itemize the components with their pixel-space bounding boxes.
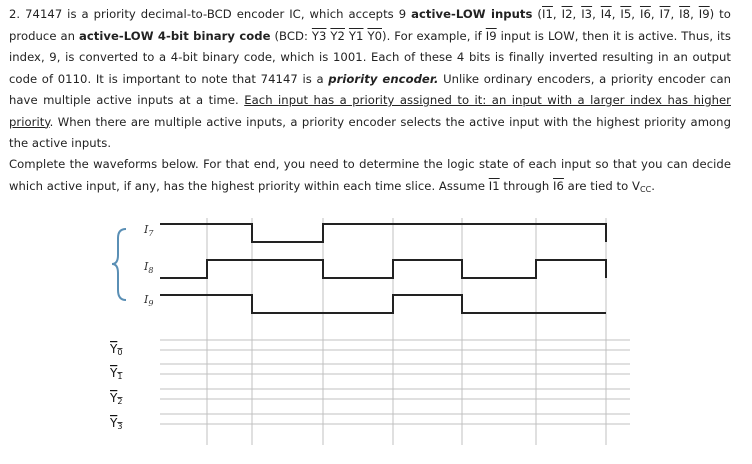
output-label-y3: Y3: [110, 416, 123, 431]
input-label-i8: $I_8$: [144, 260, 154, 275]
output-label-y0: Y0: [110, 342, 123, 357]
instruction-paragraph: Complete the waveforms below. For that end, you need to determine the logic state of each input so that you can decide which active input, if any, has the highest priority within each time slice. Assume I1 through I6 are tied to $V_{CC}$.: [9, 157, 731, 194]
timing-grid: [160, 218, 630, 445]
output-label-y2: Y2: [110, 391, 123, 406]
input-group-brace: [112, 229, 126, 300]
input-label-i7: $I_7$: [144, 223, 154, 238]
waveform-i7: [160, 224, 606, 242]
input-label-i9: $I_9$: [144, 293, 154, 308]
output-label-y1: Y1: [110, 366, 123, 381]
waveform-i9: [160, 295, 606, 313]
problem-paragraph: 2. 74147 is a priority decimal-to-BCD encoder IC, which accepts 9 active-LOW inputs (I1, I2, I3, I4, I5, I6, I7, I8, I9) to produce an active-LOW 4-bit binary code (BCD: Y3 Y2 Y1 Y0). For example, if I9 input is LOW, then it is active. Thus, its index, 9, is converted to a 4-bit binary code, which is 1001. Each of these 4 bits is finally inverted resulting in an output code of 0110. It is important to note that 74147 is a priority encoder. Unlike ordinary encoders, a priority encoder can have multiple active inputs at a time. Each input has a priority assigned to it: an input with a larger index has higher priority. When there are multiple active inputs, a priority encoder selects the active input with the highest priority among the active inputs.: [9, 7, 731, 150]
input-waveforms: [160, 224, 606, 313]
waveform-i8: [160, 260, 606, 278]
